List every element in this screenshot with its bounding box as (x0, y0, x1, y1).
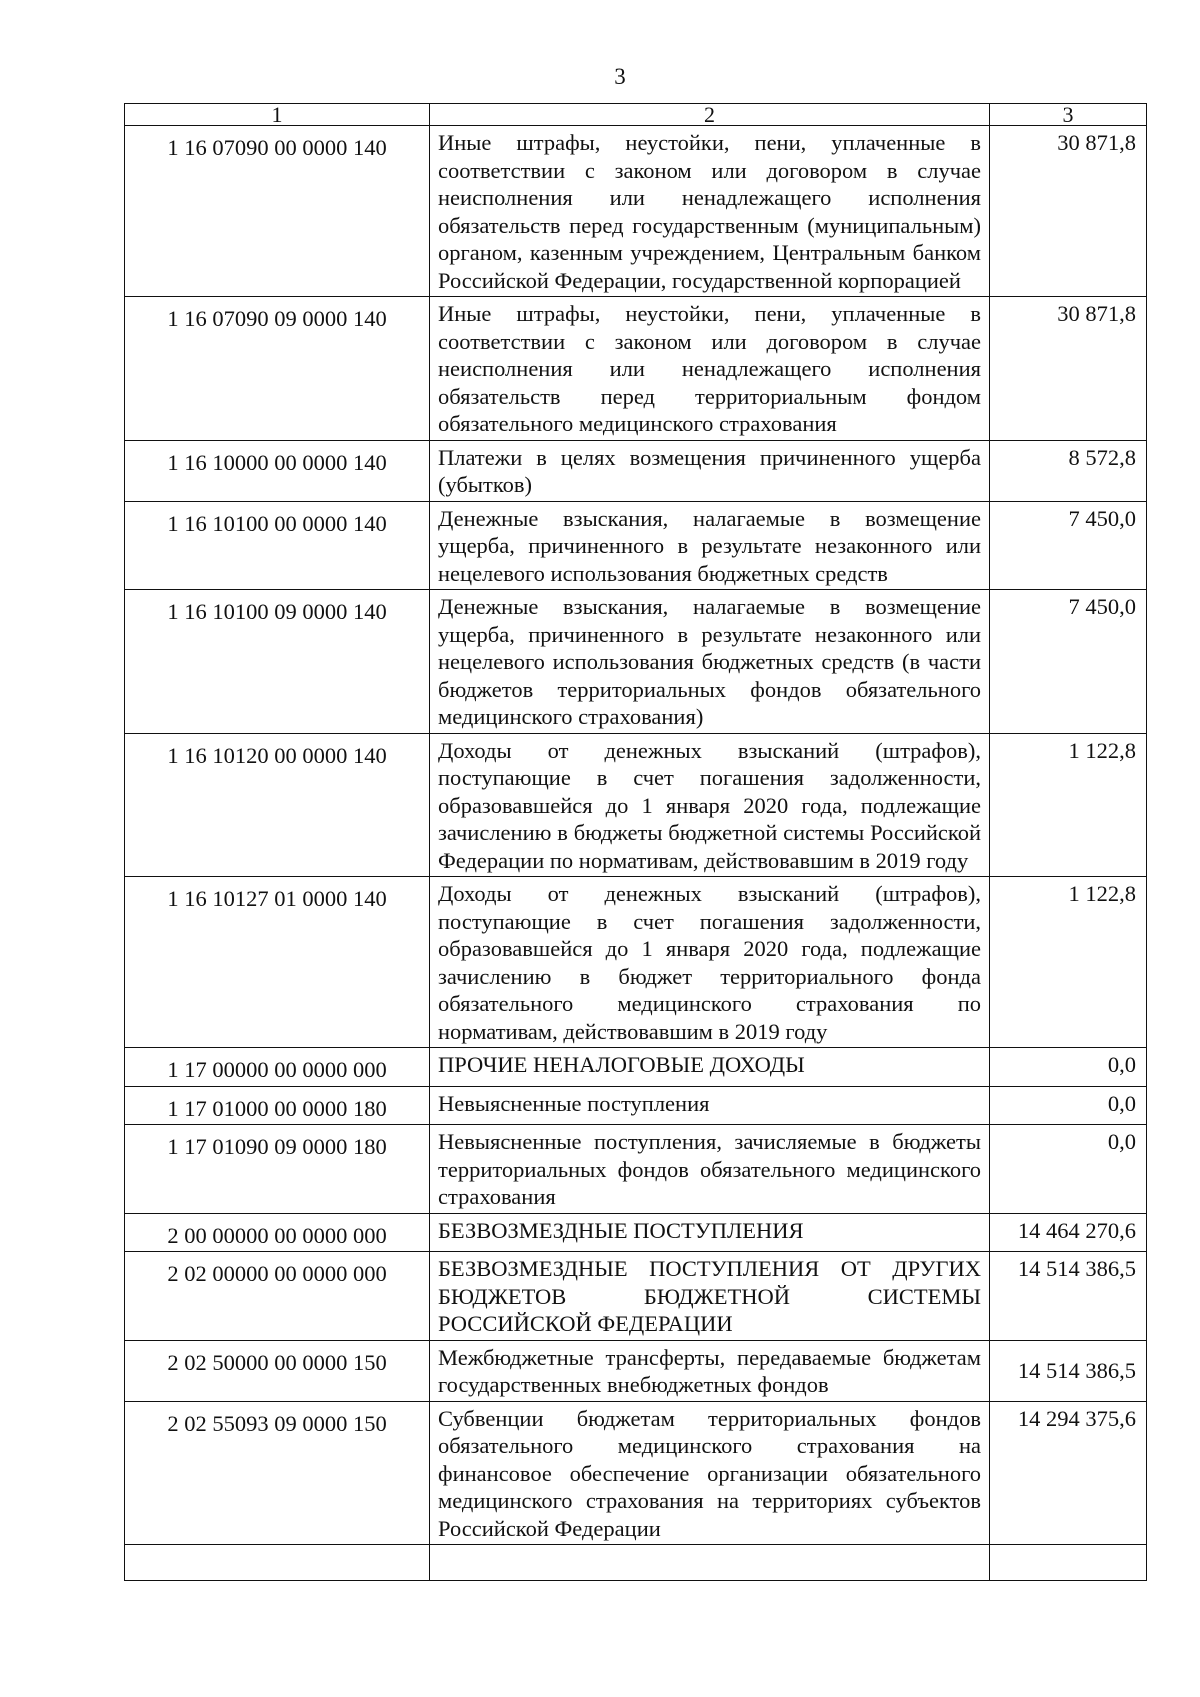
revenue-name: Платежи в целях возмещения причиненного ущерба (убытков) (430, 440, 990, 501)
table-row (125, 1252, 1147, 1341)
table-row (125, 1086, 1147, 1125)
revenue-code: 2 00 00000 00 0000 000 (125, 1213, 430, 1252)
revenue-amount: 14 514 386,5 (990, 1340, 1147, 1401)
revenue-table-container (124, 103, 1146, 1581)
revenue-amount: 0,0 (990, 1086, 1147, 1125)
revenue-code: 1 16 10120 00 0000 140 (125, 733, 430, 877)
revenue-name: Денежные взыскания, налагаемые в возмещение ущерба, причиненного в результате незаконного или нецелевого использования бюджетных средств (430, 501, 990, 590)
revenue-amount: 30 871,8 (990, 126, 1147, 297)
revenue-amount: 1 122,8 (990, 733, 1147, 877)
revenue-name: Невыясненные поступления (430, 1086, 990, 1125)
blank-cell (430, 1545, 990, 1581)
revenue-amount: 8 572,8 (990, 440, 1147, 501)
revenue-code: 2 02 50000 00 0000 150 (125, 1340, 430, 1401)
revenue-name: Доходы от денежных взысканий (штрафов), поступающие в счет погашения задолженности, образовавшейся до 1 января 2020 года, подлежащие зачислению в бюджет территориального фонда обязательного медицинского страхования по нормативам, действовавшим в 2019 году (430, 877, 990, 1048)
revenue-code: 1 16 10100 09 0000 140 (125, 590, 430, 734)
blank-cell (990, 1545, 1147, 1581)
blank-cell (125, 1545, 430, 1581)
table-row (125, 126, 1147, 297)
revenue-name: Иные штрафы, неустойки, пени, уплаченные в соответствии с законом или договором в случае неисполнения или ненадлежащего исполнения обязательств перед государственным (муниципальным) органом, казенным учреждением, Центральным банком Российской Федерации, государственной корпорацией (430, 126, 990, 297)
table-header-row (125, 104, 1147, 126)
revenue-amount: 7 450,0 (990, 501, 1147, 590)
revenue-code: 1 16 07090 00 0000 140 (125, 126, 430, 297)
revenue-amount: 14 514 386,5 (990, 1252, 1147, 1341)
revenue-name: Межбюджетные трансферты, передаваемые бюджетам государственных внебюджетных фондов (430, 1340, 990, 1401)
revenue-name: ПРОЧИЕ НЕНАЛОГОВЫЕ ДОХОДЫ (430, 1048, 990, 1087)
revenue-code: 1 16 10127 01 0000 140 (125, 877, 430, 1048)
revenue-code: 1 16 10100 00 0000 140 (125, 501, 430, 590)
revenue-name: Денежные взыскания, налагаемые в возмещение ущерба, причиненного в результате незаконного или нецелевого использования бюджетных средств (в части бюджетов территориальных фондов обязательного медицинского страхования) (430, 590, 990, 734)
table-row (125, 1340, 1147, 1401)
revenue-amount: 14 294 375,6 (990, 1401, 1147, 1545)
table-row (125, 440, 1147, 501)
revenue-code: 1 16 10000 00 0000 140 (125, 440, 430, 501)
revenue-amount: 7 450,0 (990, 590, 1147, 734)
revenue-amount: 14 464 270,6 (990, 1213, 1147, 1252)
revenue-table (124, 103, 1147, 1581)
revenue-code: 2 02 55093 09 0000 150 (125, 1401, 430, 1545)
revenue-name: БЕЗВОЗМЕЗДНЫЕ ПОСТУПЛЕНИЯ (430, 1213, 990, 1252)
page-number: 3 (614, 64, 626, 89)
table-row (125, 877, 1147, 1048)
table-row (125, 1048, 1147, 1087)
revenue-amount: 1 122,8 (990, 877, 1147, 1048)
revenue-amount: 30 871,8 (990, 297, 1147, 441)
column-header-name: 2 (430, 104, 990, 126)
revenue-name: БЕЗВОЗМЕЗДНЫЕ ПОСТУПЛЕНИЯ ОТ ДРУГИХ БЮДЖЕТОВ БЮДЖЕТНОЙ СИСТЕМЫ РОССИЙСКОЙ ФЕДЕРАЦИИ (430, 1252, 990, 1341)
revenue-code: 1 17 01090 09 0000 180 (125, 1125, 430, 1214)
column-header-amount: 3 (990, 104, 1147, 126)
revenue-name: Доходы от денежных взысканий (штрафов), поступающие в счет погашения задолженности, образовавшейся до 1 января 2020 года, подлежащие зачислению в бюджеты бюджетной системы Российской Федерации по нормативам, действовавшим в 2019 году (430, 733, 990, 877)
revenue-name: Невыясненные поступления, зачисляемые в бюджеты территориальных фондов обязательного медицинского страхования (430, 1125, 990, 1214)
revenue-code: 1 16 07090 09 0000 140 (125, 297, 430, 441)
table-row (125, 1213, 1147, 1252)
revenue-amount: 0,0 (990, 1125, 1147, 1214)
revenue-name: Иные штрафы, неустойки, пени, уплаченные в соответствии с законом или договором в случае неисполнения или ненадлежащего исполнения обязательств перед территориальным фондом обязательного медицинского страхования (430, 297, 990, 441)
table-row-blank (125, 1545, 1147, 1581)
revenue-code: 2 02 00000 00 0000 000 (125, 1252, 430, 1341)
table-row (125, 501, 1147, 590)
table-row (125, 1125, 1147, 1214)
table-row (125, 733, 1147, 877)
revenue-amount: 0,0 (990, 1048, 1147, 1087)
revenue-name: Субвенции бюджетам территориальных фондов обязательного медицинского страхования на финансовое обеспечение организации обязательного медицинского страхования на территориях субъектов Российской Федерации (430, 1401, 990, 1545)
table-row (125, 297, 1147, 441)
table-row (125, 590, 1147, 734)
revenue-code: 1 17 00000 00 0000 000 (125, 1048, 430, 1087)
revenue-code: 1 17 01000 00 0000 180 (125, 1086, 430, 1125)
column-header-code: 1 (125, 104, 430, 126)
table-row (125, 1401, 1147, 1545)
